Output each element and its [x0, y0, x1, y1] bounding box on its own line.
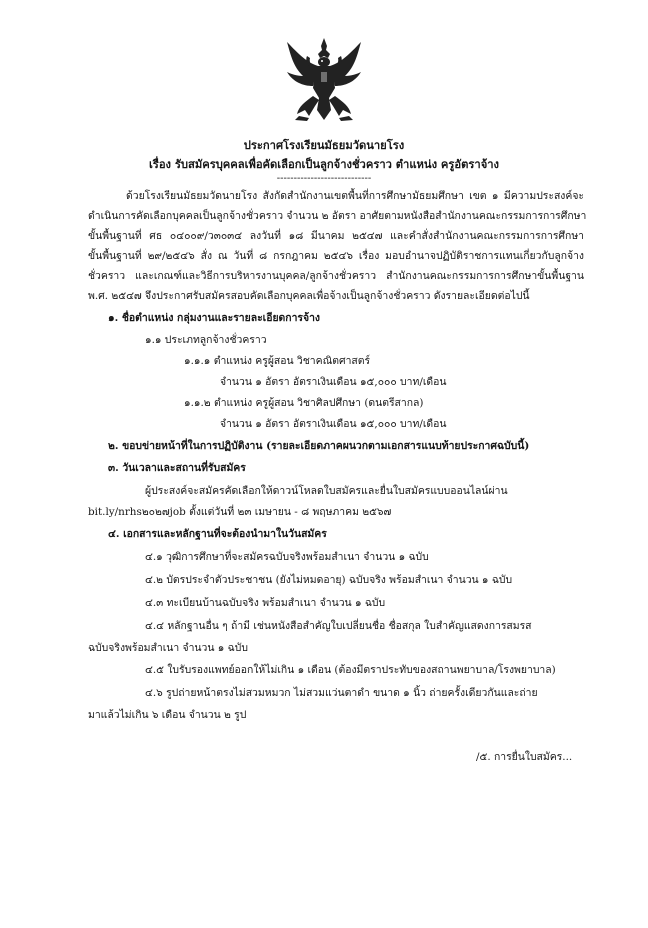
intro-line: ขั้นพื้นฐานที่ ๒๙/๒๕๔๖ สั่ง ณ วันที่ ๘ กรกฎาคม ๒๕๔๖ เรื่อง มอบอำนาจปฏิบัติราชการแทนเกี่ยวกับลูกจ้าง [88, 250, 584, 262]
document-item: ๔.๕ ใบรับรองแพทย์ออกให้ไม่เกิน ๑ เดือน (ต้องมีตราประทับของสถานพยาบาล/โรงพยาบาล) [145, 664, 556, 676]
position-1: ๑.๑.๑ ตำแหน่ง ครูผู้สอน วิชาคณิตศาสตร์ [184, 355, 371, 367]
document-item-continued: มาแล้วไม่เกิน ๖ เดือน จำนวน ๒ รูป [88, 709, 247, 721]
intro-line: ด้วยโรงเรียนมัธยมวัดนายโรง สังกัดสำนักงานเขตพื้นที่การศึกษามัธยมศึกษา เขต ๑ มีความประสงค์จะ [126, 190, 584, 202]
announcement-title: ประกาศโรงเรียนมัธยมวัดนายโรง [243, 138, 405, 152]
section2-heading: ๒. ขอบข่ายหน้าที่ในการปฏิบัติงาน (รายละเอียดภาคผนวกตามเอกสารแนบท้ายประกาศฉบับนี้) [108, 440, 530, 452]
section3-heading: ๓. วันเวลาและสถานที่รับสมัคร [108, 462, 246, 474]
title-separator: ---------------------------- [276, 173, 372, 184]
position-1-detail: จำนวน ๑ อัตรา อัตราเงินเดือน ๑๕,๐๐๐ บาท/เดือน [220, 376, 447, 388]
section4-heading: ๔. เอกสารและหลักฐานที่จะต้องนำมาในวันสมัคร [108, 528, 327, 540]
position-2: ๑.๑.๒ ตำแหน่ง ครูผู้สอน วิชาศิลปศึกษา (ดนตรีสากล) [184, 397, 424, 409]
document-item: ๔.๖ รูปถ่ายหน้าตรงไม่สวมหมวก ไม่สวมแว่นตาดำ ขนาด ๑ นิ้ว ถ่ายครั้งเดียวกันและถ่าย [145, 687, 538, 699]
continued-marker: /๕. การยื่นใบสมัคร... [476, 751, 573, 763]
document-item: ๔.๔ หลักฐานอื่น ๆ ถ้ามี เช่นหนังสือสำคัญใบเปลี่ยนชื่อ ชื่อสกุล ใบสำคัญแสดงการสมรส [145, 620, 532, 632]
document-item: ๔.๓ ทะเบียนบ้านฉบับจริง พร้อมสำเนา จำนวน ๑ ฉบับ [145, 597, 386, 609]
intro-line: ชั่วคราว และเกณฑ์และวิธีการบริหารงานบุคคล/ลูกจ้างชั่วคราว สำนักงานคณะกรรมการการศึกษาขั้นพื้นฐาน [88, 270, 584, 282]
garuda-emblem-icon [283, 36, 365, 122]
section3-line: ผู้ประสงค์จะสมัครคัดเลือกให้ดาวน์โหลดใบสมัครและยื่นใบสมัครแบบออนไลน์ผ่าน [145, 485, 508, 497]
section1-subheading: ๑.๑ ประเภทลูกจ้างชั่วคราว [145, 334, 267, 346]
position-2-detail: จำนวน ๑ อัตรา อัตราเงินเดือน ๑๕,๐๐๐ บาท/เดือน [220, 418, 447, 430]
intro-line: ขั้นพื้นฐานที่ ศธ ๐๔๐๐๙/ว๓๐๓๔ ลงวันที่ ๑๘ มีนาคม ๒๕๔๗ และคำสั่งสำนักงานคณะกรรมการการศึกษา [88, 230, 584, 242]
intro-line: ดำเนินการคัดเลือกบุคคลเป็นลูกจ้างชั่วคราว จำนวน ๒ อัตรา อาศัยตามหนังสือสำนักงานคณะกรรมการการศึกษา [88, 210, 587, 222]
intro-line: พ.ศ. ๒๕๔๗ จึงประกาศรับสมัครสอบคัดเลือกบุคคลเพื่อจ้างเป็นลูกจ้างชั่วคราว ดังรายละเอียดต่อไปนี้ [88, 290, 530, 302]
section3-line: bit.ly/nrhs๒๐๒๗job ตั้งแต่วันที่ ๒๓ เมษายน - ๘ พฤษภาคม ๒๕๖๗ [88, 506, 392, 518]
section1-heading: ๑. ชื่อตำแหน่ง กลุ่มงานและรายละเอียดการจ้าง [108, 312, 320, 324]
document-item: ๔.๑ วุฒิการศึกษาที่จะสมัครฉบับจริงพร้อมสำเนา จำนวน ๑ ฉบับ [145, 551, 429, 563]
announcement-subject: เรื่อง รับสมัครบุคคลเพื่อคัดเลือกเป็นลูกจ้างชั่วคราว ตำแหน่ง ครูอัตราจ้าง [148, 157, 499, 171]
document-item-continued: ฉบับจริงพร้อมสำเนา จำนวน ๑ ฉบับ [88, 642, 248, 654]
document-item: ๔.๒ บัตรประจำตัวประชาชน (ยังไม่หมดอายุ) ฉบับจริง พร้อมสำเนา จำนวน ๑ ฉบับ [145, 574, 513, 586]
